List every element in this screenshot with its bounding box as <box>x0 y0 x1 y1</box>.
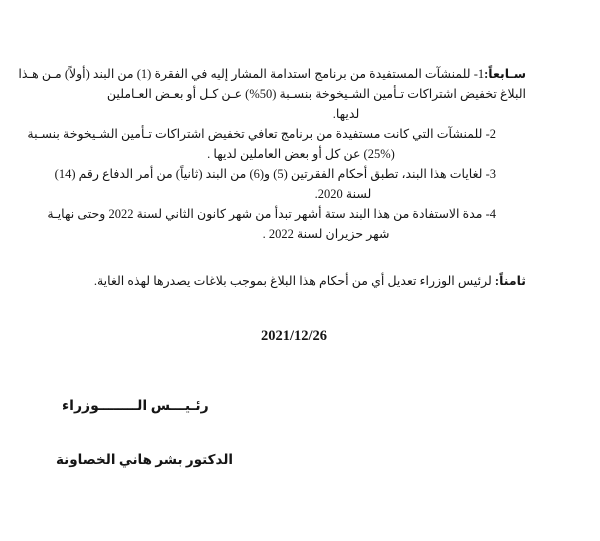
clause-seventh-item1-line1 <box>18 64 526 84</box>
signature-title: رئـيـــس الــــــــوزراء <box>62 399 209 414</box>
clause-seventh-item3-line2: لسنة 2020. <box>314 187 372 201</box>
signature-name: الدكتور بشر هاني الخصاونة <box>56 452 234 467</box>
clause-seventh-item4-line1: 4- مدة الاستفادة من هذا البند ستة أشهر تبدأ من شهر كانون الثاني لسنة 2022 وحتى نهايـة <box>47 207 496 221</box>
clause-seventh-label: سـابعاً: <box>484 67 526 81</box>
clause-seventh-item1-line3: لديها. <box>332 107 360 121</box>
clause-seventh-item2-line2: (25%) عن كل أو بعض العاملين لديها . <box>207 147 395 161</box>
clause-eighth-text: لرئيس الوزراء تعديل أي من أحكام هذا البلاغ بموجب بلاغات يصدرها لهذه الغاية. <box>93 274 495 288</box>
clause-seventh-item3-line1: 3- لغايات هذا البند، تطبق أحكام الفقرتين (5) و(6) من البند (ثانياً) من أمر الدفاع رقم (14) <box>54 167 496 181</box>
clause-seventh-item1-text: 1- للمنشآت المستفيدة من برنامج استدامة المشار إليه في الفقرة (1) من البند (أولاً) مـن هـذا <box>18 67 485 81</box>
clause-seventh-item4-line2: شهر حزيران لسنة 2022 . <box>262 227 390 241</box>
clause-seventh-item1-line2: البلاغ تخفيض اشتراكات تـأمين الشـيخوخة بنسـبة (50%) عـن كـل أو بعـض العـاملين <box>106 87 526 101</box>
clause-eighth <box>56 271 526 291</box>
clause-seventh-item2-line1: 2- للمنشآت التي كانت مستفيدة من برنامج تعافي تخفيض اشتراكات تـأمين الشـيخوخة بنسـبة <box>27 127 496 141</box>
document-date: 2021/12/26 <box>260 328 328 344</box>
clause-seventh <box>18 64 526 244</box>
clause-eighth-label: ثامناً: <box>494 274 526 288</box>
